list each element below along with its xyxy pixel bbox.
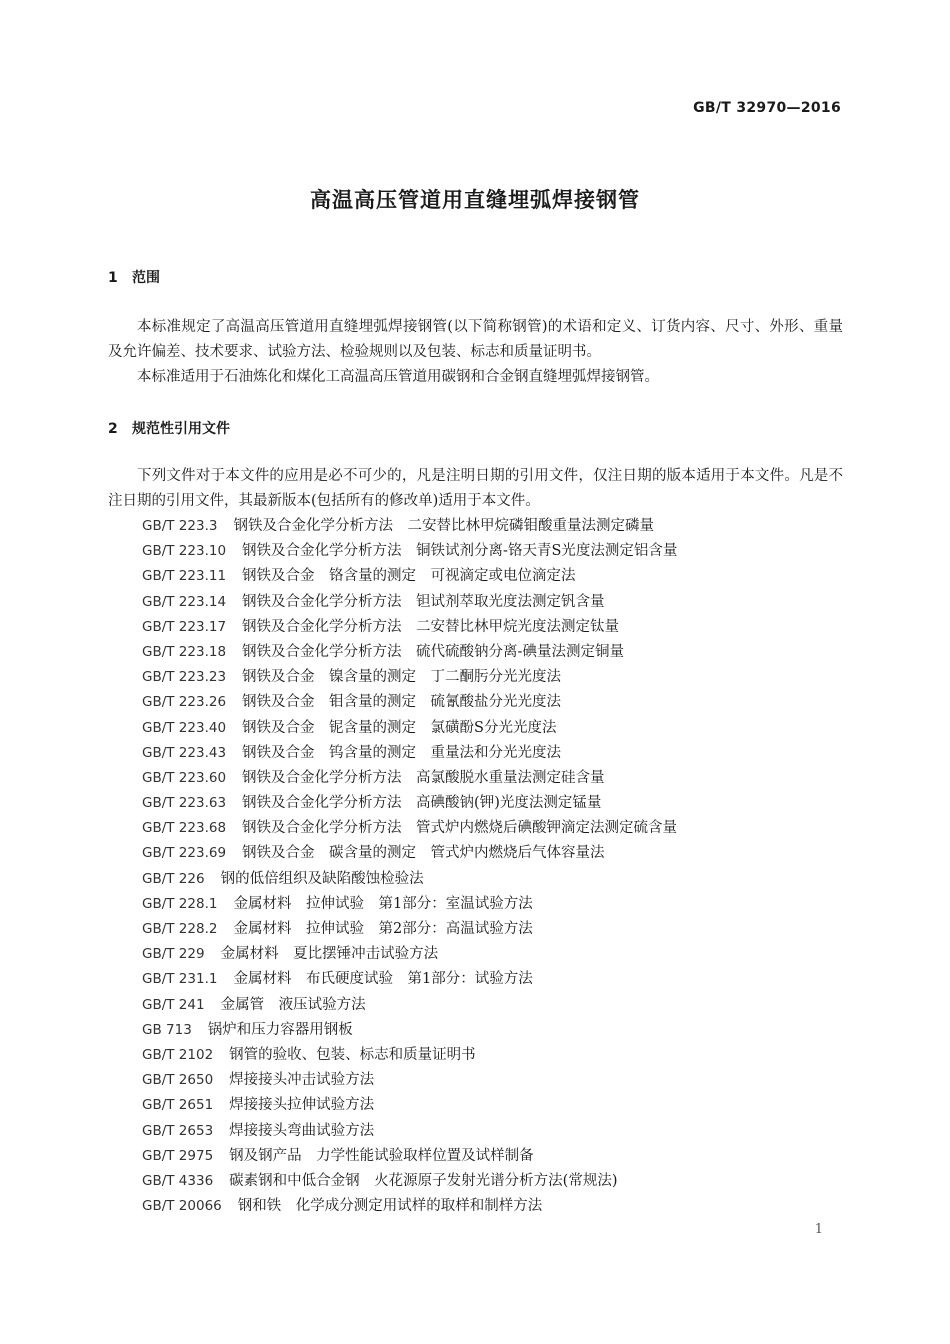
reference-title: 焊接接头拉伸试验方法: [229, 1097, 375, 1114]
reference-code: GB/T 228.2: [142, 921, 218, 937]
reference-title: 钢铁及合金化学分析方法 高碘酸钠(钾)光度法测定锰量: [242, 795, 602, 812]
reference-code: GB/T 223.68: [142, 820, 227, 837]
page-number: 1: [814, 1222, 823, 1237]
reference-title: 金属管 液压试验方法: [220, 996, 366, 1013]
reference-code: GB/T 2650: [142, 1072, 214, 1089]
scope-paragraph-1: 本标准规定了高温高压管道用直缝埋弧焊接钢管(以下简称钢管)的术语和定义、订货内容、尺寸、外形、重量及允许偏差、技术要求、试验方法、检验规则以及包装、标志和质量证明书。: [108, 319, 843, 360]
reference-list: [142, 514, 677, 1219]
reference-title: 钢铁及合金化学分析方法 高氯酸脱水重量法测定硅含量: [242, 769, 605, 786]
reference-code: GB/T 2653: [142, 1122, 214, 1139]
reference-code: GB/T 2102: [142, 1046, 214, 1063]
reference-title: 钢铁及合金化学分析方法 二安替比林甲烷磷钼酸重量法测定磷量: [233, 518, 654, 534]
reference-code: GB 713: [142, 1021, 192, 1038]
reference-title: 碳素钢和中低合金钢 火花源原子发射光谱分析方法(常规法): [229, 1172, 618, 1189]
reference-title: 钢及钢产品 力学性能试验取样位置及试样制备: [229, 1147, 534, 1164]
reference-code: GB/T 20066: [142, 1198, 222, 1215]
reference-code: GB/T 223.43: [142, 744, 227, 761]
reference-title: 钢铁及合金 铬含量的测定 可视滴定或电位滴定法: [242, 568, 576, 585]
reference-item: [142, 640, 677, 665]
reference-title: 金属材料 拉伸试验 第2部分：高温试验方法: [233, 921, 533, 937]
references-intro-paragraph: 下列文件对于本文件的应用是必不可少的，凡是注明日期的引用文件，仅注日期的版本适用于本文件。凡是不注日期的引用文件，其最新版本(包括所有的修改单)适用于本文件。: [108, 468, 843, 509]
reference-code: GB/T 226: [142, 870, 205, 887]
reference-title: 钢铁及合金 钨含量的测定 重量法和分光光度法: [242, 744, 562, 761]
reference-code: GB/T 223.69: [142, 845, 227, 862]
section-heading-scope: [108, 267, 160, 287]
reference-title: 金属材料 布氏硬度试验 第1部分：试验方法: [233, 971, 533, 988]
reference-title: 焊接接头弯曲试验方法: [229, 1122, 375, 1139]
reference-item: [142, 615, 677, 640]
reference-title: 锅炉和压力容器用钢板: [207, 1021, 353, 1038]
reference-code: GB/T 2975: [142, 1147, 214, 1164]
reference-code: GB/T 2651: [142, 1097, 214, 1114]
reference-title: 钢的低倍组织及缺陷酸蚀检验法: [220, 870, 424, 887]
reference-item: [142, 1068, 677, 1093]
reference-item: [142, 816, 677, 841]
reference-title: 钢铁及合金 铌含量的测定 氯磺酚S分光光度法: [242, 719, 557, 736]
reference-item: [142, 917, 677, 942]
reference-code: GB/T 241: [142, 996, 205, 1013]
reference-title: 钢铁及合金 碳含量的测定 管式炉内燃烧后气体容量法: [242, 845, 605, 862]
reference-title: 钢铁及合金化学分析方法 铜铁试剂分离-铬天青S光度法测定铝含量: [242, 543, 678, 560]
reference-item: [142, 766, 677, 791]
document-title: 高温高压管道用直缝埋弧焊接钢管: [310, 188, 640, 212]
reference-code: GB/T 223.10: [142, 543, 227, 560]
reference-code: GB/T 223.60: [142, 769, 227, 786]
reference-title: 钢铁及合金化学分析方法 二安替比林甲烷光度法测定钛量: [242, 618, 620, 635]
reference-item: [142, 967, 677, 992]
reference-item: [142, 716, 677, 741]
reference-code: GB/T 223.23: [142, 669, 227, 686]
reference-title: 钢铁及合金 钼含量的测定 硫氰酸盐分光光度法: [242, 694, 562, 711]
reference-item: [142, 665, 677, 690]
section-heading-normative-references: [108, 418, 230, 438]
reference-item: [142, 942, 677, 967]
reference-code: GB/T 223.40: [142, 719, 227, 736]
reference-item: [142, 1043, 677, 1068]
reference-title: 金属材料 拉伸试验 第1部分：室温试验方法: [233, 895, 533, 912]
reference-item: [142, 1169, 677, 1194]
reference-title: 焊接接头冲击试验方法: [229, 1072, 375, 1089]
reference-title: 钢管的验收、包装、标志和质量证明书: [229, 1046, 476, 1063]
scope-paragraph-2: 本标准适用于石油炼化和煤化工高温高压管道用碳钢和合金钢直缝埋弧焊接钢管。: [137, 369, 659, 385]
reference-code: GB/T 223.14: [142, 593, 227, 610]
reference-title: 金属材料 夏比摆锤冲击试验方法: [220, 946, 439, 963]
reference-item: [142, 1194, 677, 1219]
reference-item: [142, 791, 677, 816]
reference-item: [142, 539, 677, 564]
reference-code: GB/T 4336: [142, 1172, 214, 1189]
standard-code: GB/T 32970—2016: [693, 100, 841, 116]
reference-item: [142, 590, 677, 615]
reference-item: [142, 564, 677, 589]
reference-code: GB/T 223.18: [142, 643, 227, 660]
reference-code: GB/T 223.11: [142, 568, 227, 585]
reference-code: GB/T 223.17: [142, 618, 227, 635]
reference-item: [142, 514, 677, 539]
reference-item: [142, 841, 677, 866]
section-number: 2: [108, 421, 118, 437]
reference-item: [142, 867, 677, 892]
reference-item: [142, 1093, 677, 1118]
reference-item: [142, 993, 677, 1018]
reference-code: GB/T 223.3: [142, 518, 218, 534]
section-title: 规范性引用文件: [132, 421, 230, 437]
section-title: 范围: [132, 270, 160, 286]
reference-title: 钢铁及合金化学分析方法 管式炉内燃烧后碘酸钾滴定法测定硫含量: [242, 820, 678, 837]
reference-item: [142, 892, 677, 917]
reference-title: 钢和铁 化学成分测定用试样的取样和制样方法: [237, 1198, 543, 1215]
section-number: 1: [108, 270, 118, 286]
reference-item: [142, 1144, 677, 1169]
reference-code: GB/T 229: [142, 946, 205, 963]
reference-item: [142, 1119, 677, 1144]
reference-title: 钢铁及合金化学分析方法 硫代硫酸钠分离-碘量法测定铜量: [242, 643, 624, 660]
reference-item: [142, 741, 677, 766]
reference-code: GB/T 223.26: [142, 694, 227, 711]
reference-title: 钢铁及合金 镍含量的测定 丁二酮肟分光光度法: [242, 669, 562, 686]
reference-code: GB/T 223.63: [142, 795, 227, 812]
reference-item: [142, 1018, 677, 1043]
reference-item: [142, 690, 677, 715]
reference-code: GB/T 231.1: [142, 971, 218, 988]
reference-code: GB/T 228.1: [142, 895, 218, 912]
reference-title: 钢铁及合金化学分析方法 钽试剂萃取光度法测定钒含量: [242, 593, 605, 610]
